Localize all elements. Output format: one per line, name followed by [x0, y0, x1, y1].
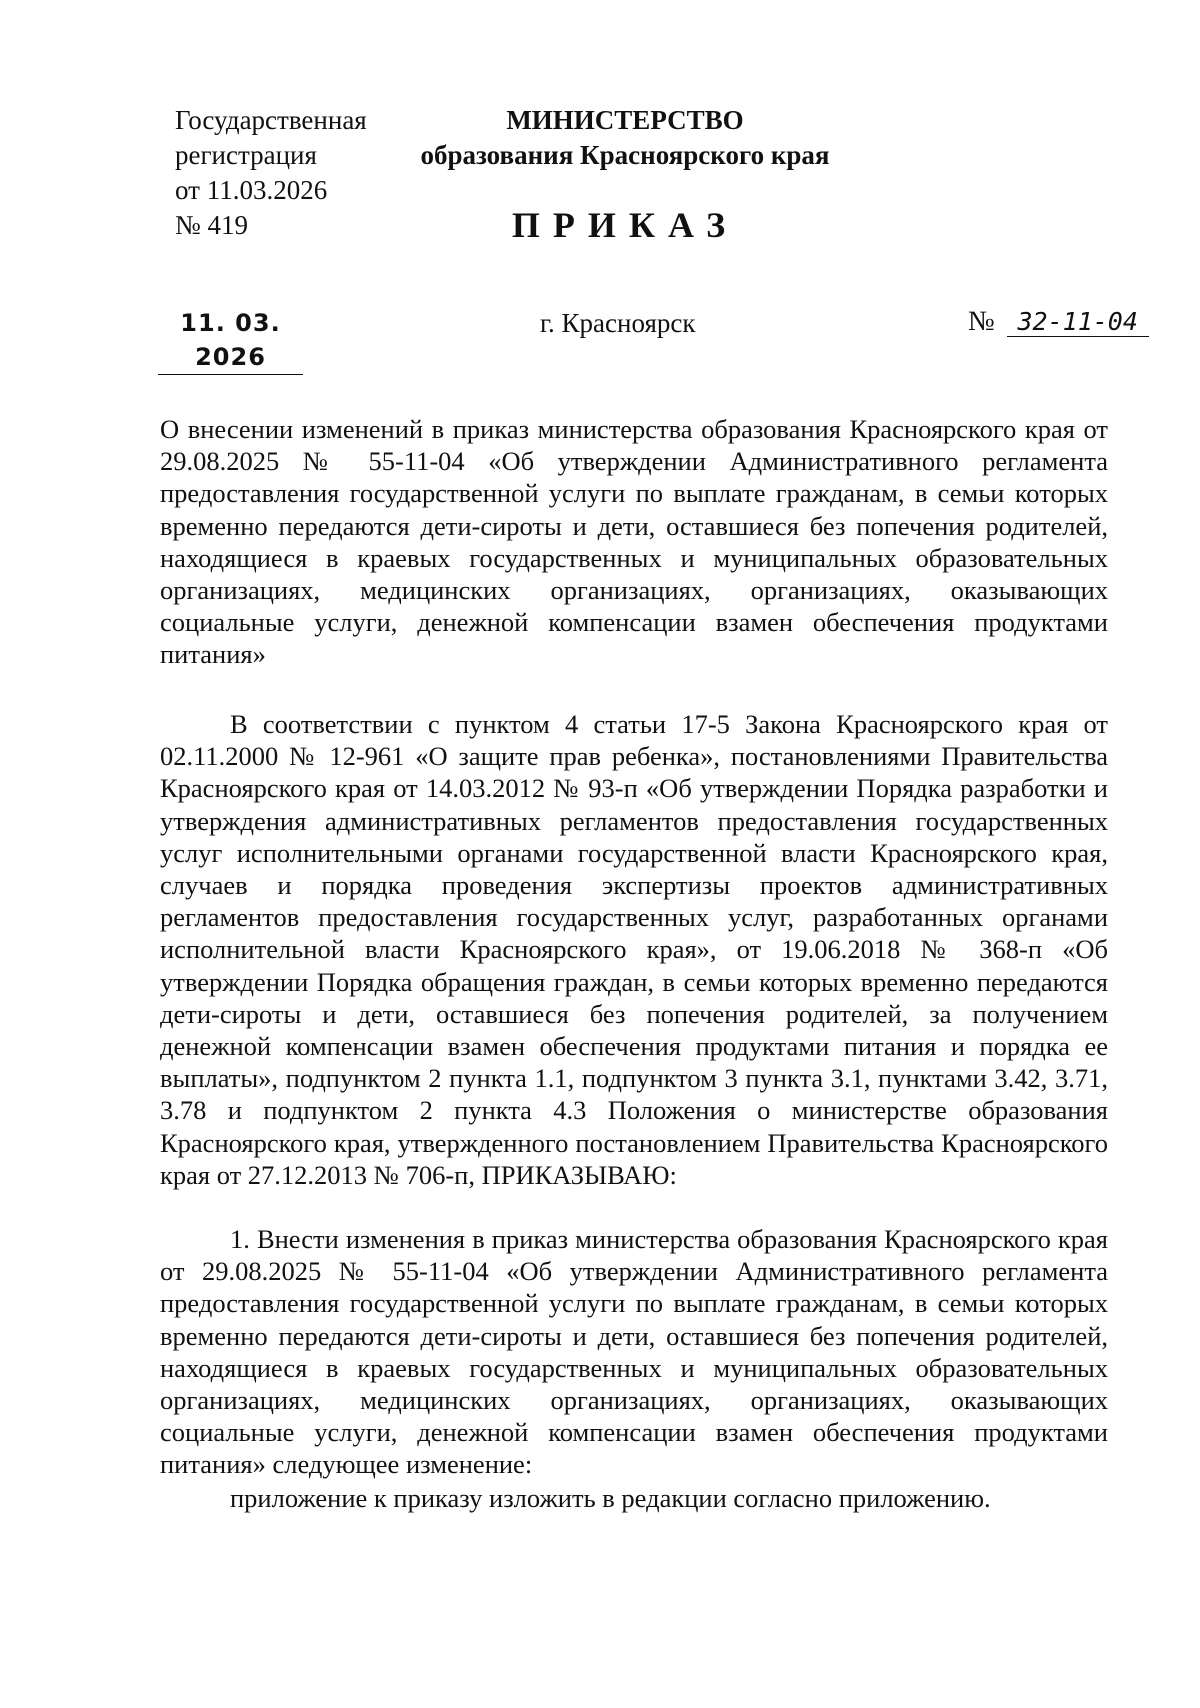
order-date: 11. 03. 2026	[158, 306, 303, 375]
preamble-paragraph: В соответствии с пунктом 4 статьи 17-5 Закона Красноярского края от 02.11.2000 № 12-961 «О защите прав ребенка», постановлениями Правительства Красноярского края от 14.03.2012 № 93-п «Об утверждении Порядка разработки и утверждения административных регламентов предоставления государственных услуг исполнительными органами государственной власти Красноярского края, случаев и порядка проведения экспертизы проектов административных регламентов предоставления государственных услуг, разработанных органами исполнительной власти Красноярского края», от 19.06.2018 № 368-п «Об утверждении Порядка обращения граждан, в семьи которых временно передаются дети-сироты и дети, оставшиеся без попечения родителей, за получением денежной компенсации взамен обеспечения продуктами питания и порядка ее выплаты», подпунктом 2 пункта 1.1, подпунктом 3 пункта 3.1, пунктами 3.42, 3.71, 3.78 и подпунктом 2 пункта 4.3 Положения о министерстве образования Красноярского края, утвержденного постановлением Правительства Красноярского края от 27.12.2013 № 706-п, ПРИКАЗЫВАЮ:	[160, 709, 1108, 1190]
order-subject: О внесении изменений в приказ министерства образования Красноярского края от 29.08.2025 № 55-11-04 «Об утверждении Административного регламента предоставления государственной услуги по выплате гражданам, в семьи которых временно передаются дети-сироты и дети, оставшиеся без попечения родителей, находящиеся в краевых государственных и муниципальных образовательных организациях, медицинских организациях, организациях, оказывающих социальные услуги, денежной компенсации взамен обеспечения продуктами питания»	[160, 414, 1108, 670]
document-type-title: ПРИКАЗ	[511, 205, 739, 245]
registration-date: от 11.03.2026	[175, 175, 328, 205]
registration-line-2: регистрация	[175, 140, 317, 170]
registration-line-1: Государственная	[175, 105, 367, 135]
order-number-label: №	[968, 306, 995, 337]
ministry-subtitle: образования Красноярского края	[420, 140, 830, 170]
ministry-header	[410, 103, 840, 173]
registration-stamp	[175, 103, 367, 243]
order-number-value: 32-11-04	[1007, 307, 1149, 337]
ministry-title: МИНИСТЕРСТВО	[506, 105, 744, 135]
order-city: г. Красноярск	[540, 308, 696, 338]
order-item-1-change: приложение к приказу изложить в редакции согласно приложению.	[230, 1483, 991, 1513]
order-number	[968, 306, 1149, 338]
order-item-1: 1. Внести изменения в приказ министерства образования Красноярского края от 29.08.2025 № 55-11-04 «Об утверждении Административного регламента предоставления государственной услуги по выплате гражданам, в семьи которых временно передаются дети-сироты и дети, оставшиеся без попечения родителей, находящиеся в краевых государственных и муниципальных образовательных организациях, медицинских организациях, организациях, оказывающих социальные услуги, денежной компенсации взамен обеспечения продуктами питания» следующее изменение:	[160, 1224, 1108, 1480]
registration-number: № 419	[175, 210, 249, 240]
